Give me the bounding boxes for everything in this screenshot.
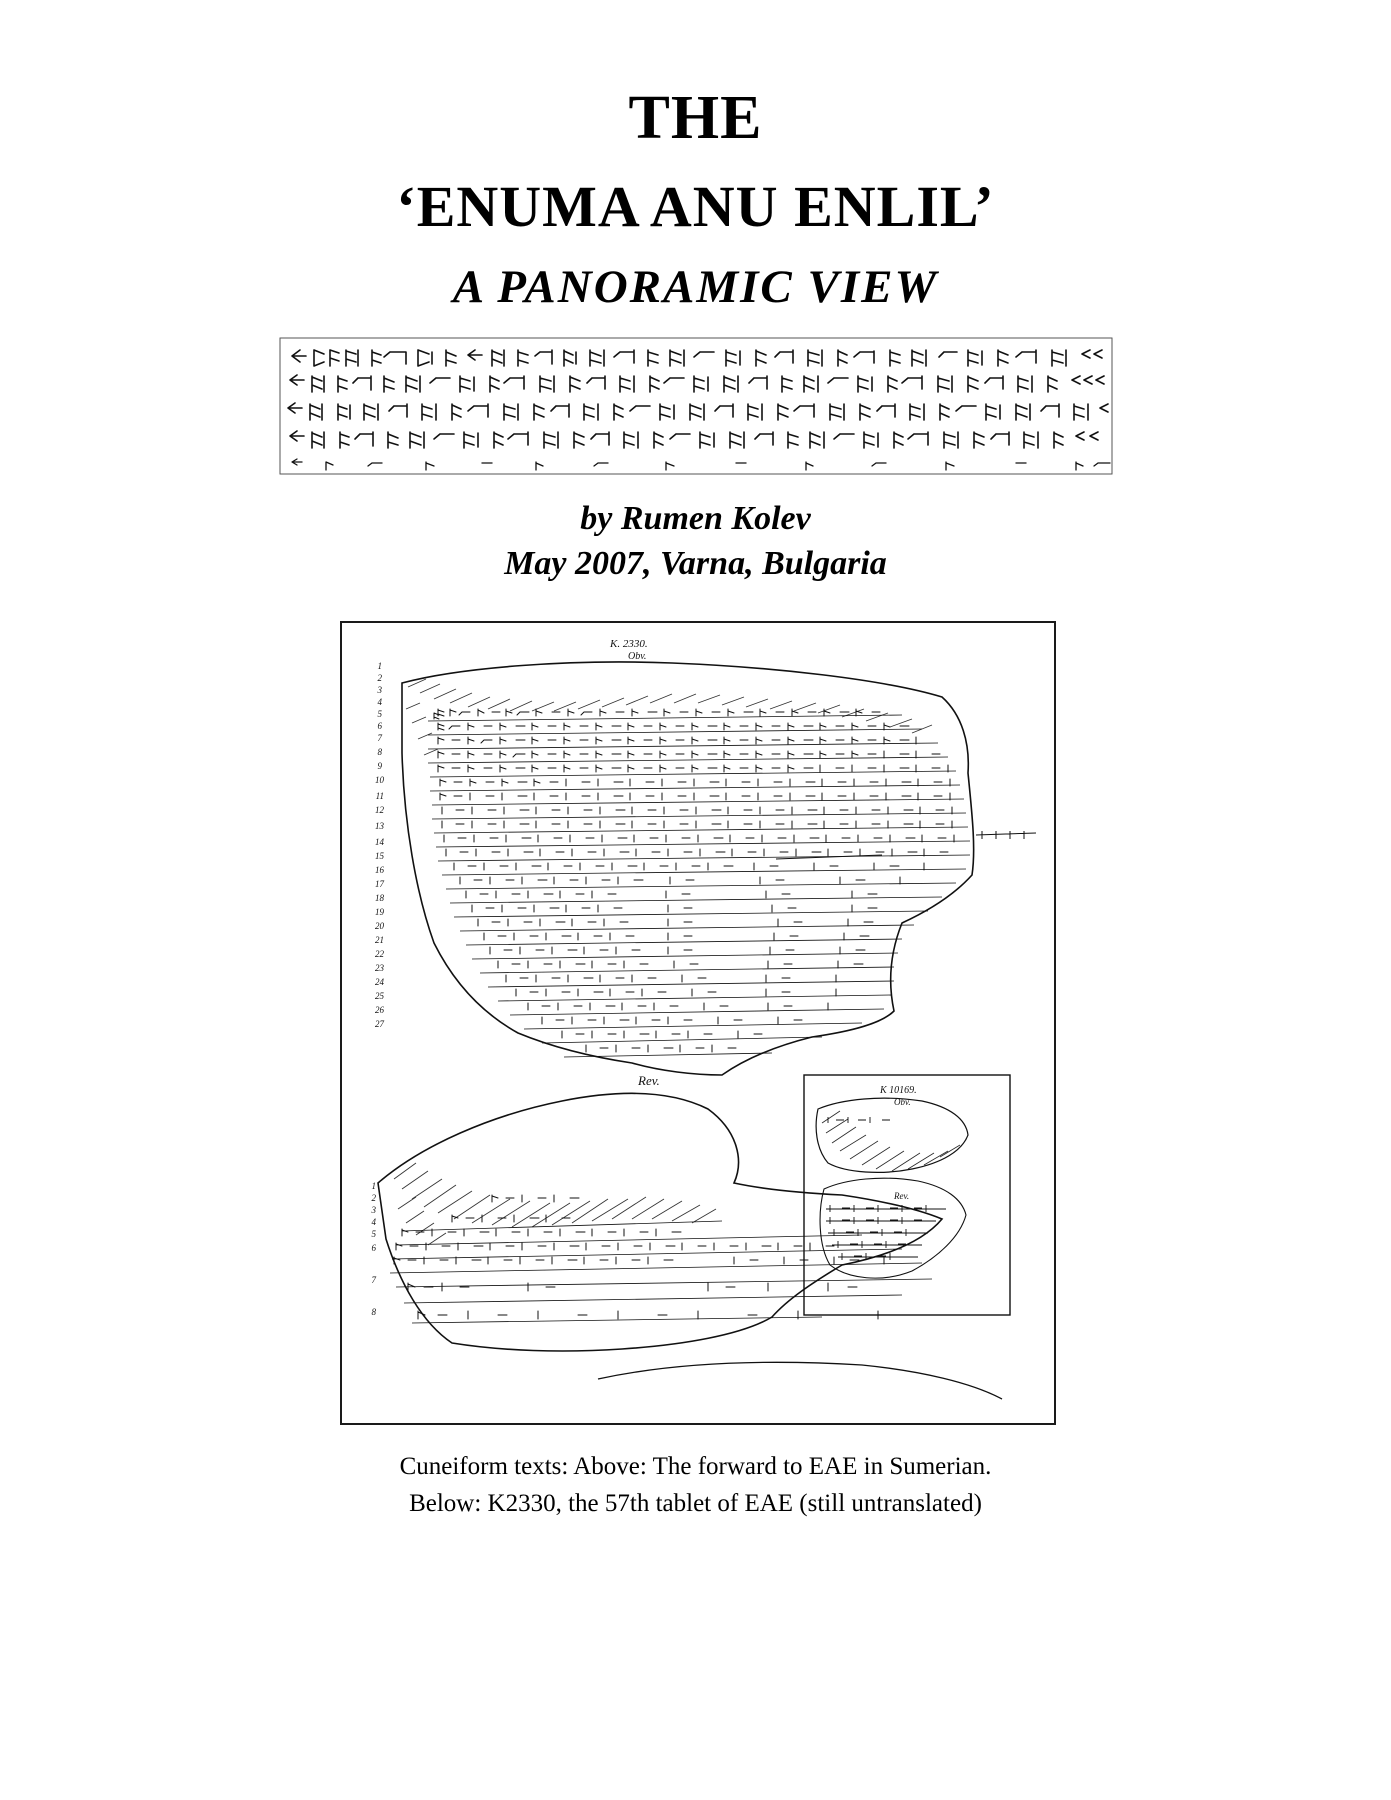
svg-text:8: 8: [377, 747, 382, 758]
svg-text:6: 6: [377, 721, 382, 732]
svg-text:5: 5: [371, 1229, 376, 1240]
svg-text:7: 7: [371, 1275, 376, 1286]
cuneiform-banner-image: [276, 332, 1116, 482]
svg-text:1: 1: [371, 1181, 376, 1192]
svg-text:2: 2: [377, 673, 382, 684]
svg-text:17: 17: [374, 879, 384, 890]
svg-text:4: 4: [377, 697, 382, 708]
svg-text:22: 22: [374, 949, 384, 960]
svg-text:24: 24: [374, 977, 384, 988]
svg-text:Rev.: Rev.: [637, 1073, 660, 1089]
tablet-figure: [340, 621, 1052, 1425]
page-title-line-2: ‘ENUMA ANU ENLIL’: [396, 174, 995, 240]
svg-text:18: 18: [374, 893, 384, 904]
svg-text:K 10169.: K 10169.: [879, 1085, 917, 1097]
tablet-figure-frame: [340, 621, 1056, 1425]
svg-text:25: 25: [374, 991, 384, 1002]
svg-text:6: 6: [371, 1243, 376, 1254]
svg-text:21: 21: [374, 935, 384, 946]
svg-text:8: 8: [371, 1307, 376, 1318]
date-place-line: May 2007, Varna, Bulgaria: [504, 545, 887, 583]
svg-text:15: 15: [374, 851, 384, 862]
svg-text:27: 27: [374, 1019, 384, 1030]
figure-caption: [0, 1449, 1391, 1522]
svg-text:2: 2: [371, 1193, 376, 1204]
svg-text:Obv.: Obv.: [627, 651, 646, 663]
svg-text:23: 23: [374, 963, 384, 974]
svg-text:16: 16: [374, 865, 384, 876]
caption-line-1: Cuneiform texts: Above: The forward to EAE in Sumerian.: [399, 1453, 992, 1481]
svg-text:4: 4: [371, 1217, 376, 1228]
svg-text:7: 7: [377, 733, 382, 744]
svg-text:3: 3: [371, 1205, 376, 1216]
byline-block: [0, 496, 1391, 588]
page-title-line-1: THE: [628, 84, 763, 152]
svg-text:26: 26: [374, 1005, 384, 1016]
svg-text:Obv.: Obv.: [893, 1097, 911, 1108]
svg-text:3: 3: [377, 685, 382, 696]
svg-text:9: 9: [377, 761, 382, 772]
svg-text:Rev.: Rev.: [893, 1191, 909, 1202]
author-line: by Rumen Kolev: [580, 499, 811, 537]
svg-text:19: 19: [374, 907, 384, 918]
caption-line-2: Below: K2330, the 57th tablet of EAE (still untranslated): [409, 1489, 982, 1517]
svg-text:11: 11: [375, 791, 384, 802]
svg-text:20: 20: [374, 921, 384, 932]
svg-text:13: 13: [374, 821, 384, 832]
svg-text:14: 14: [374, 837, 384, 848]
svg-text:5: 5: [377, 709, 382, 720]
svg-text:10: 10: [374, 775, 384, 786]
title-block: [0, 0, 1391, 314]
svg-text:12: 12: [374, 805, 384, 816]
svg-text:1: 1: [377, 661, 382, 672]
page-subtitle: A PANORAMIC VIEW: [452, 260, 939, 313]
svg-text:K. 2330.: K. 2330.: [609, 638, 648, 651]
